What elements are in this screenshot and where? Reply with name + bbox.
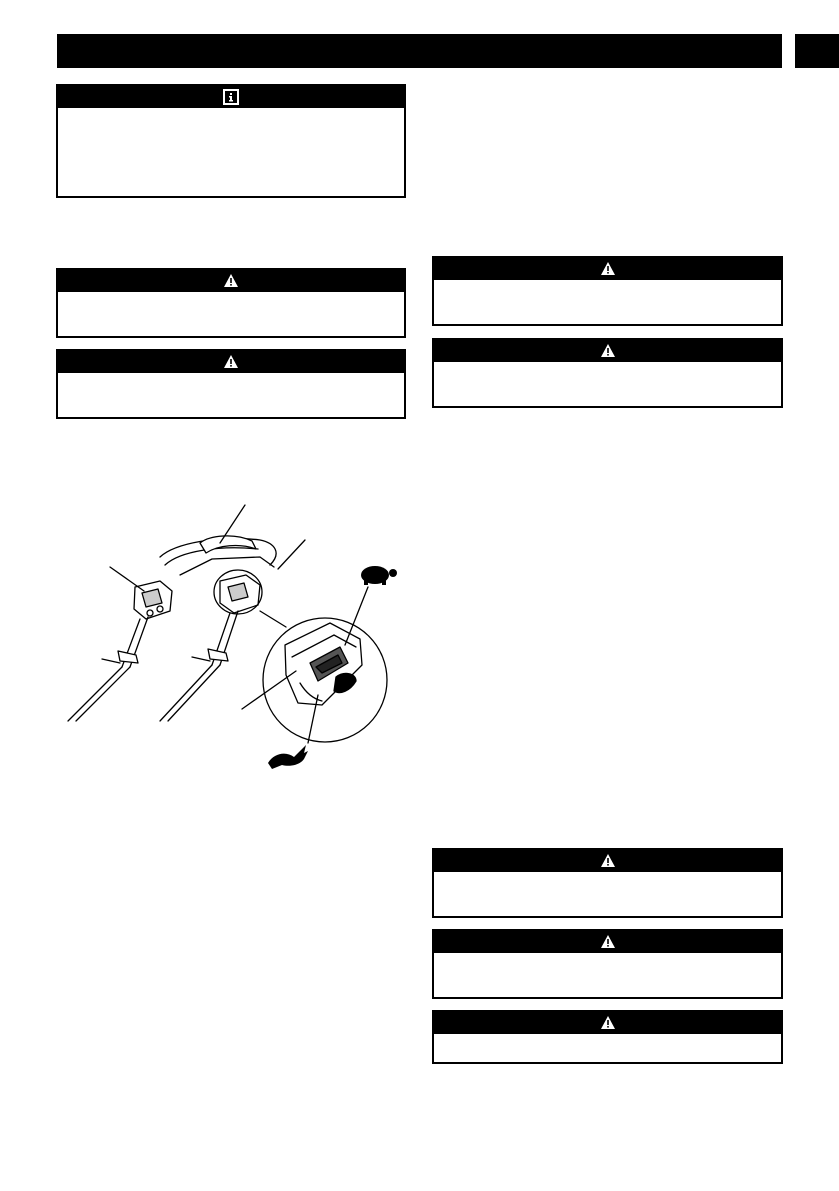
notice-header — [58, 86, 404, 108]
mower-handle-illustration — [60, 495, 400, 775]
language-tab — [795, 34, 839, 68]
warning-notice — [432, 929, 783, 999]
notice-header — [434, 340, 781, 362]
warning-notice — [56, 349, 406, 419]
warning-icon — [223, 273, 239, 289]
warning-notice — [432, 848, 783, 918]
info-notice — [56, 84, 406, 198]
warning-notice — [432, 338, 783, 408]
warning-notice — [432, 1010, 783, 1064]
warning-icon — [600, 853, 616, 869]
notice-header — [434, 1012, 781, 1034]
notice-header — [58, 351, 404, 373]
notice-header — [434, 258, 781, 280]
warning-notice — [56, 268, 406, 338]
warning-icon — [600, 1015, 616, 1031]
rabbit-icon — [268, 745, 308, 769]
warning-icon — [600, 261, 616, 277]
notice-header — [58, 270, 404, 292]
notice-header — [434, 850, 781, 872]
header-bar — [57, 34, 782, 68]
turtle-icon — [361, 566, 397, 585]
warning-icon — [600, 934, 616, 950]
warning-notice — [432, 256, 783, 326]
info-icon — [223, 89, 239, 105]
warning-icon — [600, 343, 616, 359]
notice-header — [434, 931, 781, 953]
warning-icon — [223, 354, 239, 370]
